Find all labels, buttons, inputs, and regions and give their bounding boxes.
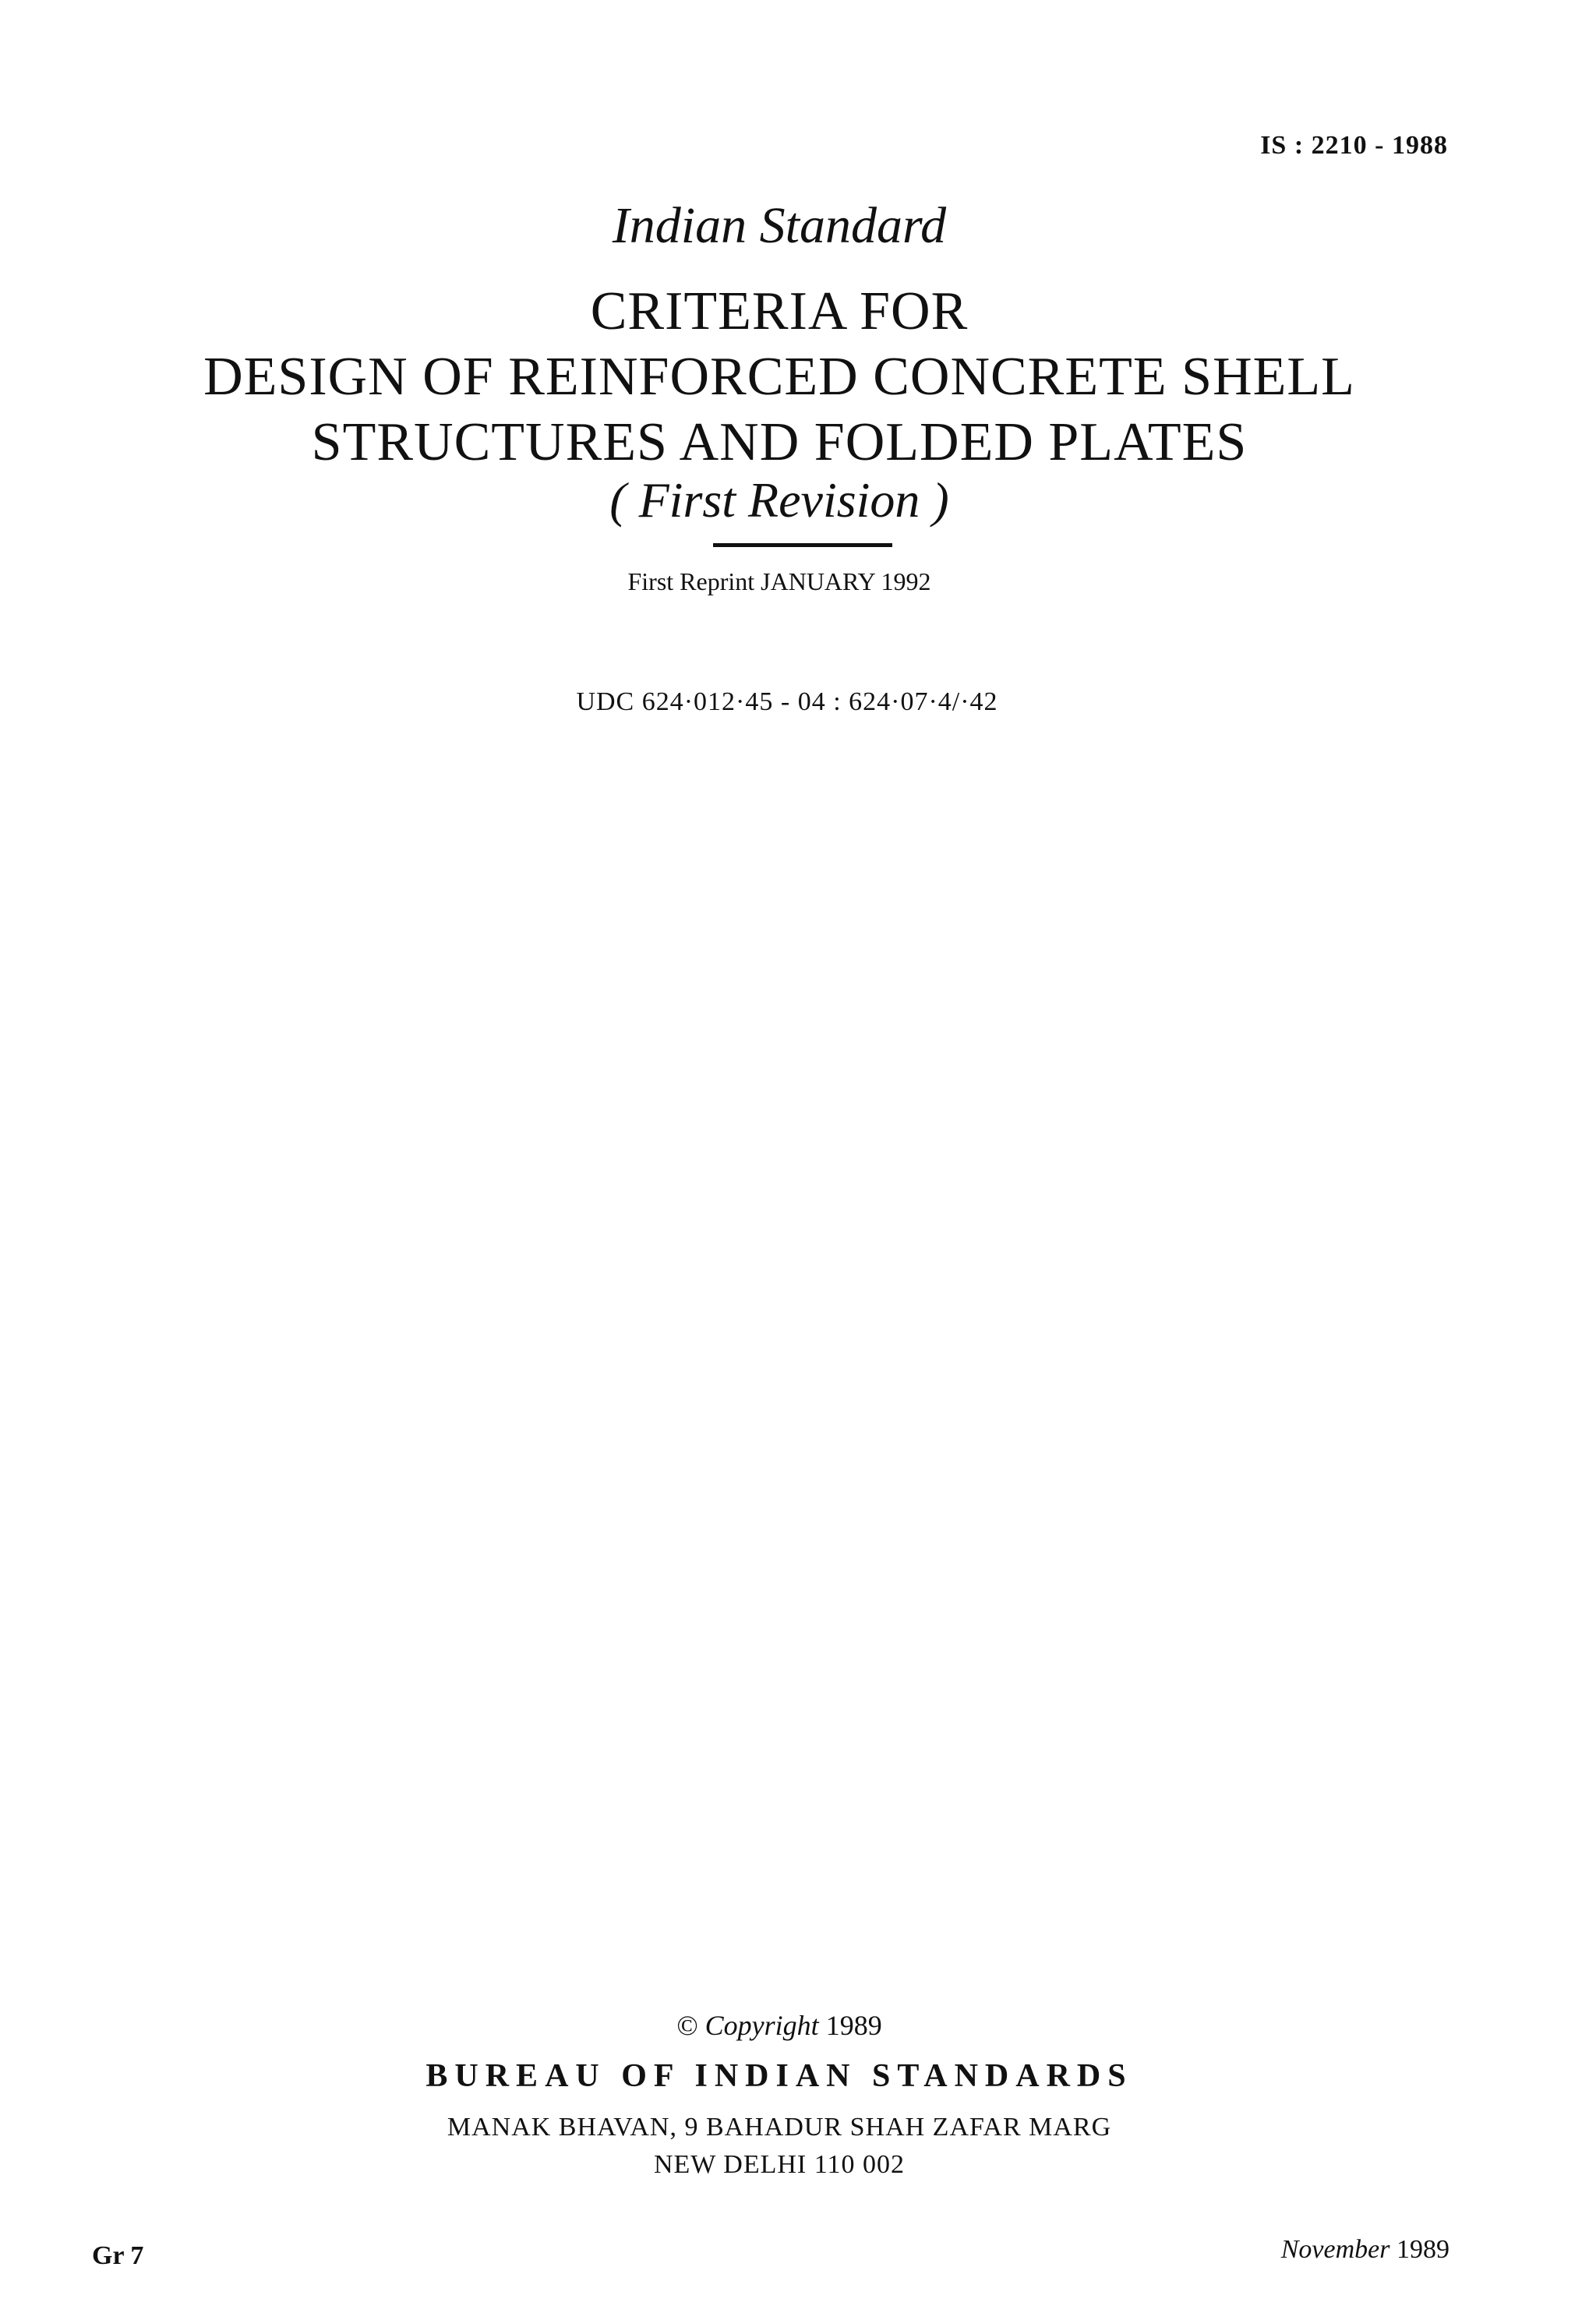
- copyright-notice: [0, 2009, 1559, 2042]
- publisher-address: [0, 2109, 1559, 2184]
- price-group: Gr 7: [92, 2241, 144, 2270]
- issue-date: [1281, 2235, 1449, 2265]
- title-line-3: STRUCTURES AND FOLDED PLATES: [311, 412, 1248, 472]
- udc-classification: UDC 624·012·45 - 04 : 624·07·4/·42: [576, 687, 998, 716]
- standard-number: IS : 2210 - 1988: [1260, 131, 1448, 160]
- copyright-icon: ©: [676, 2010, 698, 2041]
- address-line-2: NEW DELHI 110 002: [653, 2150, 905, 2179]
- revision-label: ( First Revision ): [609, 472, 949, 528]
- address-line-1: MANAK BHAVAN, 9 BAHADUR SHAH ZAFAR MARG: [447, 2113, 1112, 2142]
- title-divider: [713, 543, 892, 547]
- publisher-name: BUREAU OF INDIAN STANDARDS: [425, 2058, 1133, 2094]
- copyright-word: Copyright: [704, 2010, 819, 2041]
- document-title: [0, 279, 1559, 475]
- issue-month: November: [1280, 2235, 1390, 2264]
- reprint-note: First Reprint JANUARY 1992: [627, 567, 931, 595]
- issue-year: 1989: [1396, 2235, 1449, 2264]
- title-line-2: DESIGN OF REINFORCED CONCRETE SHELL: [203, 347, 1355, 407]
- title-line-1: CRITERIA FOR: [590, 281, 969, 341]
- series-title: Indian Standard: [612, 197, 947, 254]
- copyright-year: 1989: [825, 2010, 882, 2041]
